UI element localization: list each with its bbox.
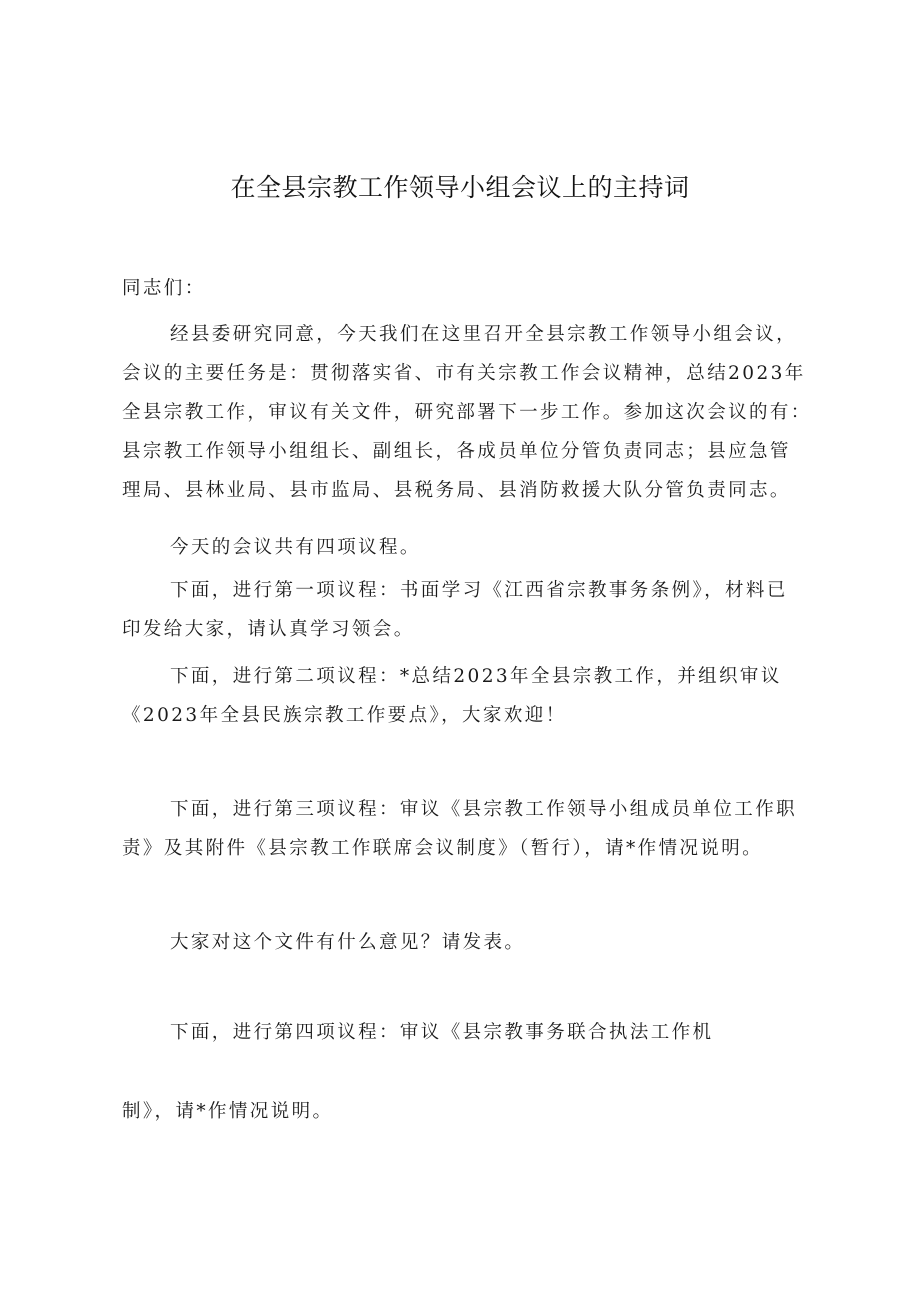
paragraph-line: 经县委研究同意，今天我们在这里召开全县宗教工作领导小组会议， — [170, 324, 798, 345]
paragraph-agenda-item-3 — [122, 790, 797, 868]
paragraph-request-opinions — [170, 923, 525, 962]
paragraph-line: 县宗教工作领导小组组长、副组长，各成员单位分管负责同志；县应急管 — [122, 441, 791, 462]
paragraph-agenda-item-4 — [170, 1013, 713, 1052]
paragraph-line: 责》及其附件《县宗教工作联席会议制度》（暂行），请*作情况说明。 — [122, 838, 764, 859]
paragraph-line: 大家对这个文件有什么意见？请发表。 — [170, 932, 526, 953]
paragraph-line: 下面，进行第一项议程：书面学习《江西省宗教事务条例》，材料已 — [170, 580, 788, 601]
paragraph-line: 印发给大家，请认真学习领会。 — [122, 619, 415, 640]
paragraph-line: 下面，进行第三项议程：审议《县宗教工作领导小组成员单位工作职 — [170, 799, 798, 820]
paragraph-agenda-item-2 — [122, 657, 782, 735]
paragraph-line: 会议的主要任务是：贯彻落实省、市有关宗教工作会议精神，总结2023年 — [122, 363, 806, 384]
paragraph-line: 全县宗教工作，审议有关文件，研究部署下一步工作。参加这次会议的有： — [122, 402, 812, 423]
document-title: 在全县宗教工作领导小组会议上的主持词 — [230, 173, 690, 202]
salutation: 同志们： — [122, 278, 206, 299]
paragraph-agenda-item-1 — [122, 571, 788, 649]
paragraph-line: 下面，进行第二项议程：*总结2023年全县宗教工作，并组织审议 — [170, 666, 782, 687]
paragraph-line: 《2023年全县民族宗教工作要点》，大家欢迎！ — [122, 705, 567, 726]
paragraph-agenda-count — [170, 528, 421, 567]
paragraph-line: 下面，进行第四项议程：审议《县宗教事务联合执法工作机 — [170, 1022, 714, 1043]
paragraph-agenda-item-4-continued — [122, 1092, 333, 1131]
paragraph-line: 今天的会议共有四项议程。 — [170, 537, 421, 558]
paragraph-line: 理局、县林业局、县市监局、县税务局、县消防救援大队分管负责同志。 — [122, 480, 791, 501]
paragraph-line: 制》，请*作情况说明。 — [122, 1101, 334, 1122]
paragraph-meeting-intro — [122, 315, 812, 510]
